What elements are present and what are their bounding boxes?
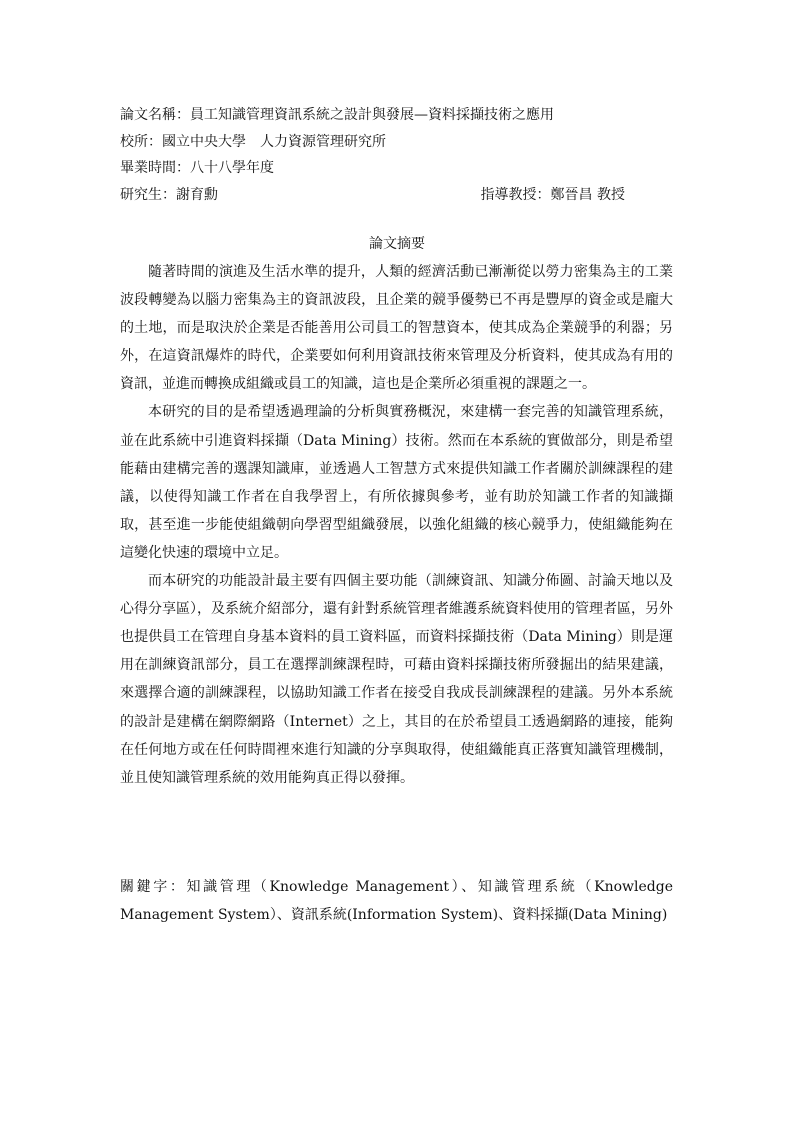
abstract-body [120, 258, 673, 792]
student-name: 研究生：謝育勳 [120, 186, 218, 203]
thesis-header [120, 102, 680, 208]
abstract-paragraph-2: 本研究的目的是希望透過理論的分析與實務概況，來建構一套完善的知識管理系統，並在此系統中引進資料採擷（Data Mining）技術。然而在本系統的實做部分，則是希望能藉由建構完善的選課知識庫，並透過人工智慧方式來提供知識工作者關於訓練課程的建議，以使得知識工作者在自我學習上，有所依據與參考，並有助於知識工作者的知識擷取，甚至進一步能使組織朝向學習型組織發展，以強化組織的核心競爭力，使組織能夠在這變化快速的環境中立足。 [120, 404, 673, 561]
abstract-paragraph-1: 隨著時間的演進及生活水準的提升，人類的經濟活動已漸漸從以勞力密集為主的工業波段轉變為以腦力密集為主的資訊波段，且企業的競爭優勢已不再是豐厚的資金或是龐大的土地，而是取決於企業是否能善用公司員工的智慧資本，使其成為企業競爭的利器；另外，在這資訊爆炸的時代，企業要如何利用資訊技術來管理及分析資料，使其成為有用的資訊，並進而轉換成組織或員工的知識，這也是企業所必須重視的課題之一。 [120, 264, 673, 393]
graduation-line: 畢業時間：八十八學年度 [120, 160, 274, 176]
keywords: 關鍵字：知識管理（Knowledge Management）、知識管理系統（Knowledge Management System）、資訊系統(Information System)、資料採擷(Data Mining) [120, 879, 673, 923]
student-advisor-line [120, 182, 625, 209]
abstract-paragraph-3: 而本研究的功能設計最主要有四個主要功能（訓練資訊、知識分佈圖、討論天地以及心得分享區），及系統介紹部分，還有針對系統管理者維護系統資料使用的管理者區，另外也提供員工在管理自身基本資料的員工資料區，而資料採擷技術（Data Mining）則是運用在訓練資訊部分，員工在選擇訓練課程時，可藉由資料採擷技術所發掘出的結果建議，來選擇合適的訓練課程，以協助知識工作者在接受自我成長訓練課程的建議。另外本系統的設計是建構在網際網路（Internet）之上，其目的在於希望員工透過網路的連接，能夠在任何地方或在任何時間裡來進行知識的分享與取得，使組織能真正落實知識管理機制，並且使知識管理系統的效用能夠真正得以發揮。 [120, 573, 673, 786]
school-line: 校所：國立中央大學 人力資源管理研究所 [120, 133, 386, 150]
abstract-title: 論文摘要 [369, 236, 425, 252]
advisor-name: 指導教授：鄭晉昌 教授 [480, 186, 625, 203]
thesis-title: 論文名稱：員工知識管理資訊系統之設計與發展—資料採擷技術之應用 [120, 107, 554, 123]
